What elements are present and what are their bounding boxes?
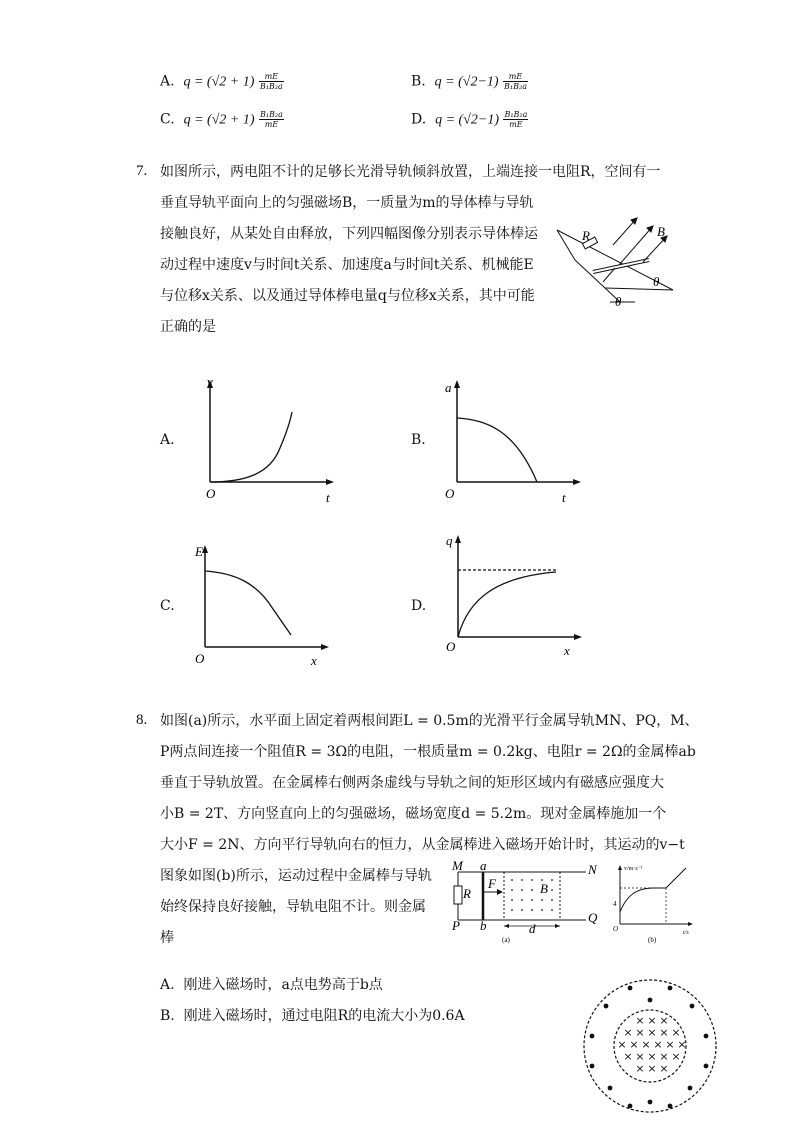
frac-den: mE xyxy=(509,120,523,129)
y-tick: 4 xyxy=(613,900,617,908)
y-label: v xyxy=(207,374,213,389)
q8-option-b xyxy=(160,1005,465,1025)
svg-text:×: × xyxy=(623,1050,633,1063)
origin-label: O xyxy=(206,486,216,501)
svg-text:×: × xyxy=(653,1038,663,1051)
x-label: t xyxy=(562,490,566,505)
frac-num: B₁B₂a xyxy=(259,110,283,119)
fraction xyxy=(503,110,528,129)
option-text: 刚进入磁场时，通过电阻R的电流大小为0.6A xyxy=(183,1008,465,1024)
incline-rails-figure xyxy=(555,210,685,310)
option-letter: D. xyxy=(411,111,427,128)
q8-line-2: P两点间连接一个阻值R = 3Ω的电阻，一根质量m = 0.2kg、电阻r = 2Ω的金属棒ab xyxy=(160,744,696,760)
label-a: a xyxy=(480,858,487,873)
frac-den: B₁B₂a xyxy=(259,82,283,91)
svg-text:×: × xyxy=(659,1026,669,1039)
label-d: d xyxy=(529,921,536,936)
option-letter: A. xyxy=(160,73,175,90)
svg-text:×: × xyxy=(647,1014,657,1027)
svg-text:×: × xyxy=(647,1050,657,1063)
origin-label: O xyxy=(445,486,455,501)
label-f: F xyxy=(488,876,496,891)
y-label: v/m·s⁻¹ xyxy=(624,866,643,872)
x-label: t xyxy=(326,490,330,505)
frac-num: B₁B₂a xyxy=(504,110,528,119)
label-theta: θ xyxy=(615,294,622,309)
q6-option-c xyxy=(160,110,284,129)
graph-c-letter: C. xyxy=(160,598,175,614)
label-theta: θ xyxy=(653,274,660,289)
svg-text:×: × xyxy=(647,1062,657,1075)
resistor-symbol xyxy=(454,886,462,904)
q8-line-1: 如图(a)所示，水平面上固定着两根间距L = 0.5m的光滑平行金属导轨MN、PQ，M、 xyxy=(160,713,699,729)
graph-d xyxy=(448,533,588,663)
label-r: R xyxy=(463,886,471,901)
y-label: q xyxy=(446,533,453,548)
option-letter: C. xyxy=(160,111,175,128)
svg-text:×: × xyxy=(623,1026,633,1039)
svg-text:×: × xyxy=(665,1038,675,1051)
label-p: P xyxy=(452,918,460,933)
q7-number: 7. xyxy=(136,163,148,179)
frac-num: mE xyxy=(259,72,284,82)
option-letter: A. xyxy=(160,977,175,993)
svg-text:×: × xyxy=(629,1038,639,1051)
svg-text:×: × xyxy=(647,1026,657,1039)
q7-line-2: 垂直导轨平面向上的匀强磁场B，一质量为m的导体棒与导轨 xyxy=(160,195,534,211)
svg-text:×: × xyxy=(641,1038,651,1051)
svg-text:×: × xyxy=(659,1014,669,1027)
label-r: R xyxy=(582,228,590,243)
q8-option-a xyxy=(160,974,383,994)
q8-line-6: 图象如图(b)所示，运动过程中金属棒与导轨 xyxy=(160,868,432,884)
fraction xyxy=(259,110,284,129)
graph-a xyxy=(200,374,340,508)
option-text: 刚进入磁场时，a点电势高于b点 xyxy=(183,977,383,993)
label-b-field: B xyxy=(540,881,548,896)
frac-den: mE xyxy=(264,120,279,129)
fig-a-rails xyxy=(448,858,608,947)
origin-label: O xyxy=(613,925,619,933)
fig-b-vt-graph xyxy=(610,862,700,947)
q7-line-6: 正确的是 xyxy=(160,319,216,335)
x-label: x xyxy=(564,643,570,658)
svg-text:×: × xyxy=(635,1014,645,1027)
caption-b: (b) xyxy=(648,936,657,944)
curve xyxy=(205,571,291,635)
graph-a-letter: A. xyxy=(160,432,175,448)
svg-text:×: × xyxy=(635,1026,645,1039)
q7-line-4: 动过程中速度v与时间t关系、加速度a与时间t关系、机械能E xyxy=(160,257,534,273)
svg-text:×: × xyxy=(659,1050,669,1063)
graph-b xyxy=(447,378,587,508)
svg-text:×: × xyxy=(635,1062,645,1075)
q6-option-d xyxy=(411,110,528,129)
curve xyxy=(210,412,292,482)
q8-line-7: 始终保持良好接触，导轨电阻不计。则金属 xyxy=(160,899,426,915)
label-n: N xyxy=(588,862,597,877)
svg-text:×: × xyxy=(659,1062,669,1075)
svg-text:×: × xyxy=(635,1050,645,1063)
option-letter: B. xyxy=(160,1008,175,1024)
option-expr: q = (√2−1) xyxy=(434,74,499,90)
inner-crosses xyxy=(617,1014,686,1075)
svg-text:×: × xyxy=(677,1038,687,1051)
q8-number: 8. xyxy=(136,712,148,728)
option-letter: B. xyxy=(411,73,426,90)
label-q: Q xyxy=(588,910,598,925)
svg-text:×: × xyxy=(671,1050,681,1063)
option-expr: q = (√2 + 1) xyxy=(183,74,255,90)
q8-line-5: 大小F = 2N、方向平行导轨向右的恒力，从金属棒进入磁场开始计时，其运动的v−t xyxy=(160,837,685,853)
svg-text:×: × xyxy=(617,1038,627,1051)
origin-label: O xyxy=(195,651,205,666)
fraction xyxy=(259,72,284,91)
curve xyxy=(458,572,556,637)
vt-curve xyxy=(620,868,686,912)
label-b-point: b xyxy=(480,918,487,933)
x-label: x xyxy=(311,653,317,668)
x-label: t/s xyxy=(683,930,689,936)
label-b: B xyxy=(657,224,665,239)
q7-line-1: 如图所示，两电阻不计的足够长光滑导轨倾斜放置，上端连接一电阻R，空间有一 xyxy=(160,164,661,180)
svg-text:×: × xyxy=(671,1026,681,1039)
curve xyxy=(457,418,537,482)
q7-line-5: 与位移x关系、以及通过导体棒电量q与位移x关系，其中可能 xyxy=(160,288,535,304)
label-m: M xyxy=(452,858,463,873)
q6-option-b xyxy=(411,72,528,91)
q8-line-3: 垂直于导轨放置。在金属棒右侧两条虚线与导轨之间的矩形区域内有磁感应强度大 xyxy=(160,775,664,791)
q6-option-a xyxy=(160,72,284,91)
circular-field-figure xyxy=(582,976,718,1116)
graph-d-letter: D. xyxy=(411,598,427,614)
graph-c xyxy=(195,543,335,673)
caption-a: (a) xyxy=(502,936,510,944)
y-label: a xyxy=(445,380,452,395)
q7-line-3: 接触良好，从某处自由释放，下列四幅图像分别表示导体棒运 xyxy=(160,226,538,242)
option-expr: q = (√2 + 1) xyxy=(183,112,255,128)
frac-num: mE xyxy=(503,72,528,82)
y-label: E xyxy=(195,544,203,559)
fraction xyxy=(503,72,528,91)
frac-den: B₁B₂a xyxy=(504,82,527,91)
q8-line-8: 棒 xyxy=(160,930,174,946)
option-expr: q = (√2−1) xyxy=(435,112,499,128)
q8-line-4: 小B = 2T、方向竖直向上的匀强磁场，磁场宽度d = 5.2m。现对金属棒施加一个 xyxy=(160,806,667,822)
origin-label: O xyxy=(446,639,456,654)
graph-b-letter: B. xyxy=(411,432,426,448)
